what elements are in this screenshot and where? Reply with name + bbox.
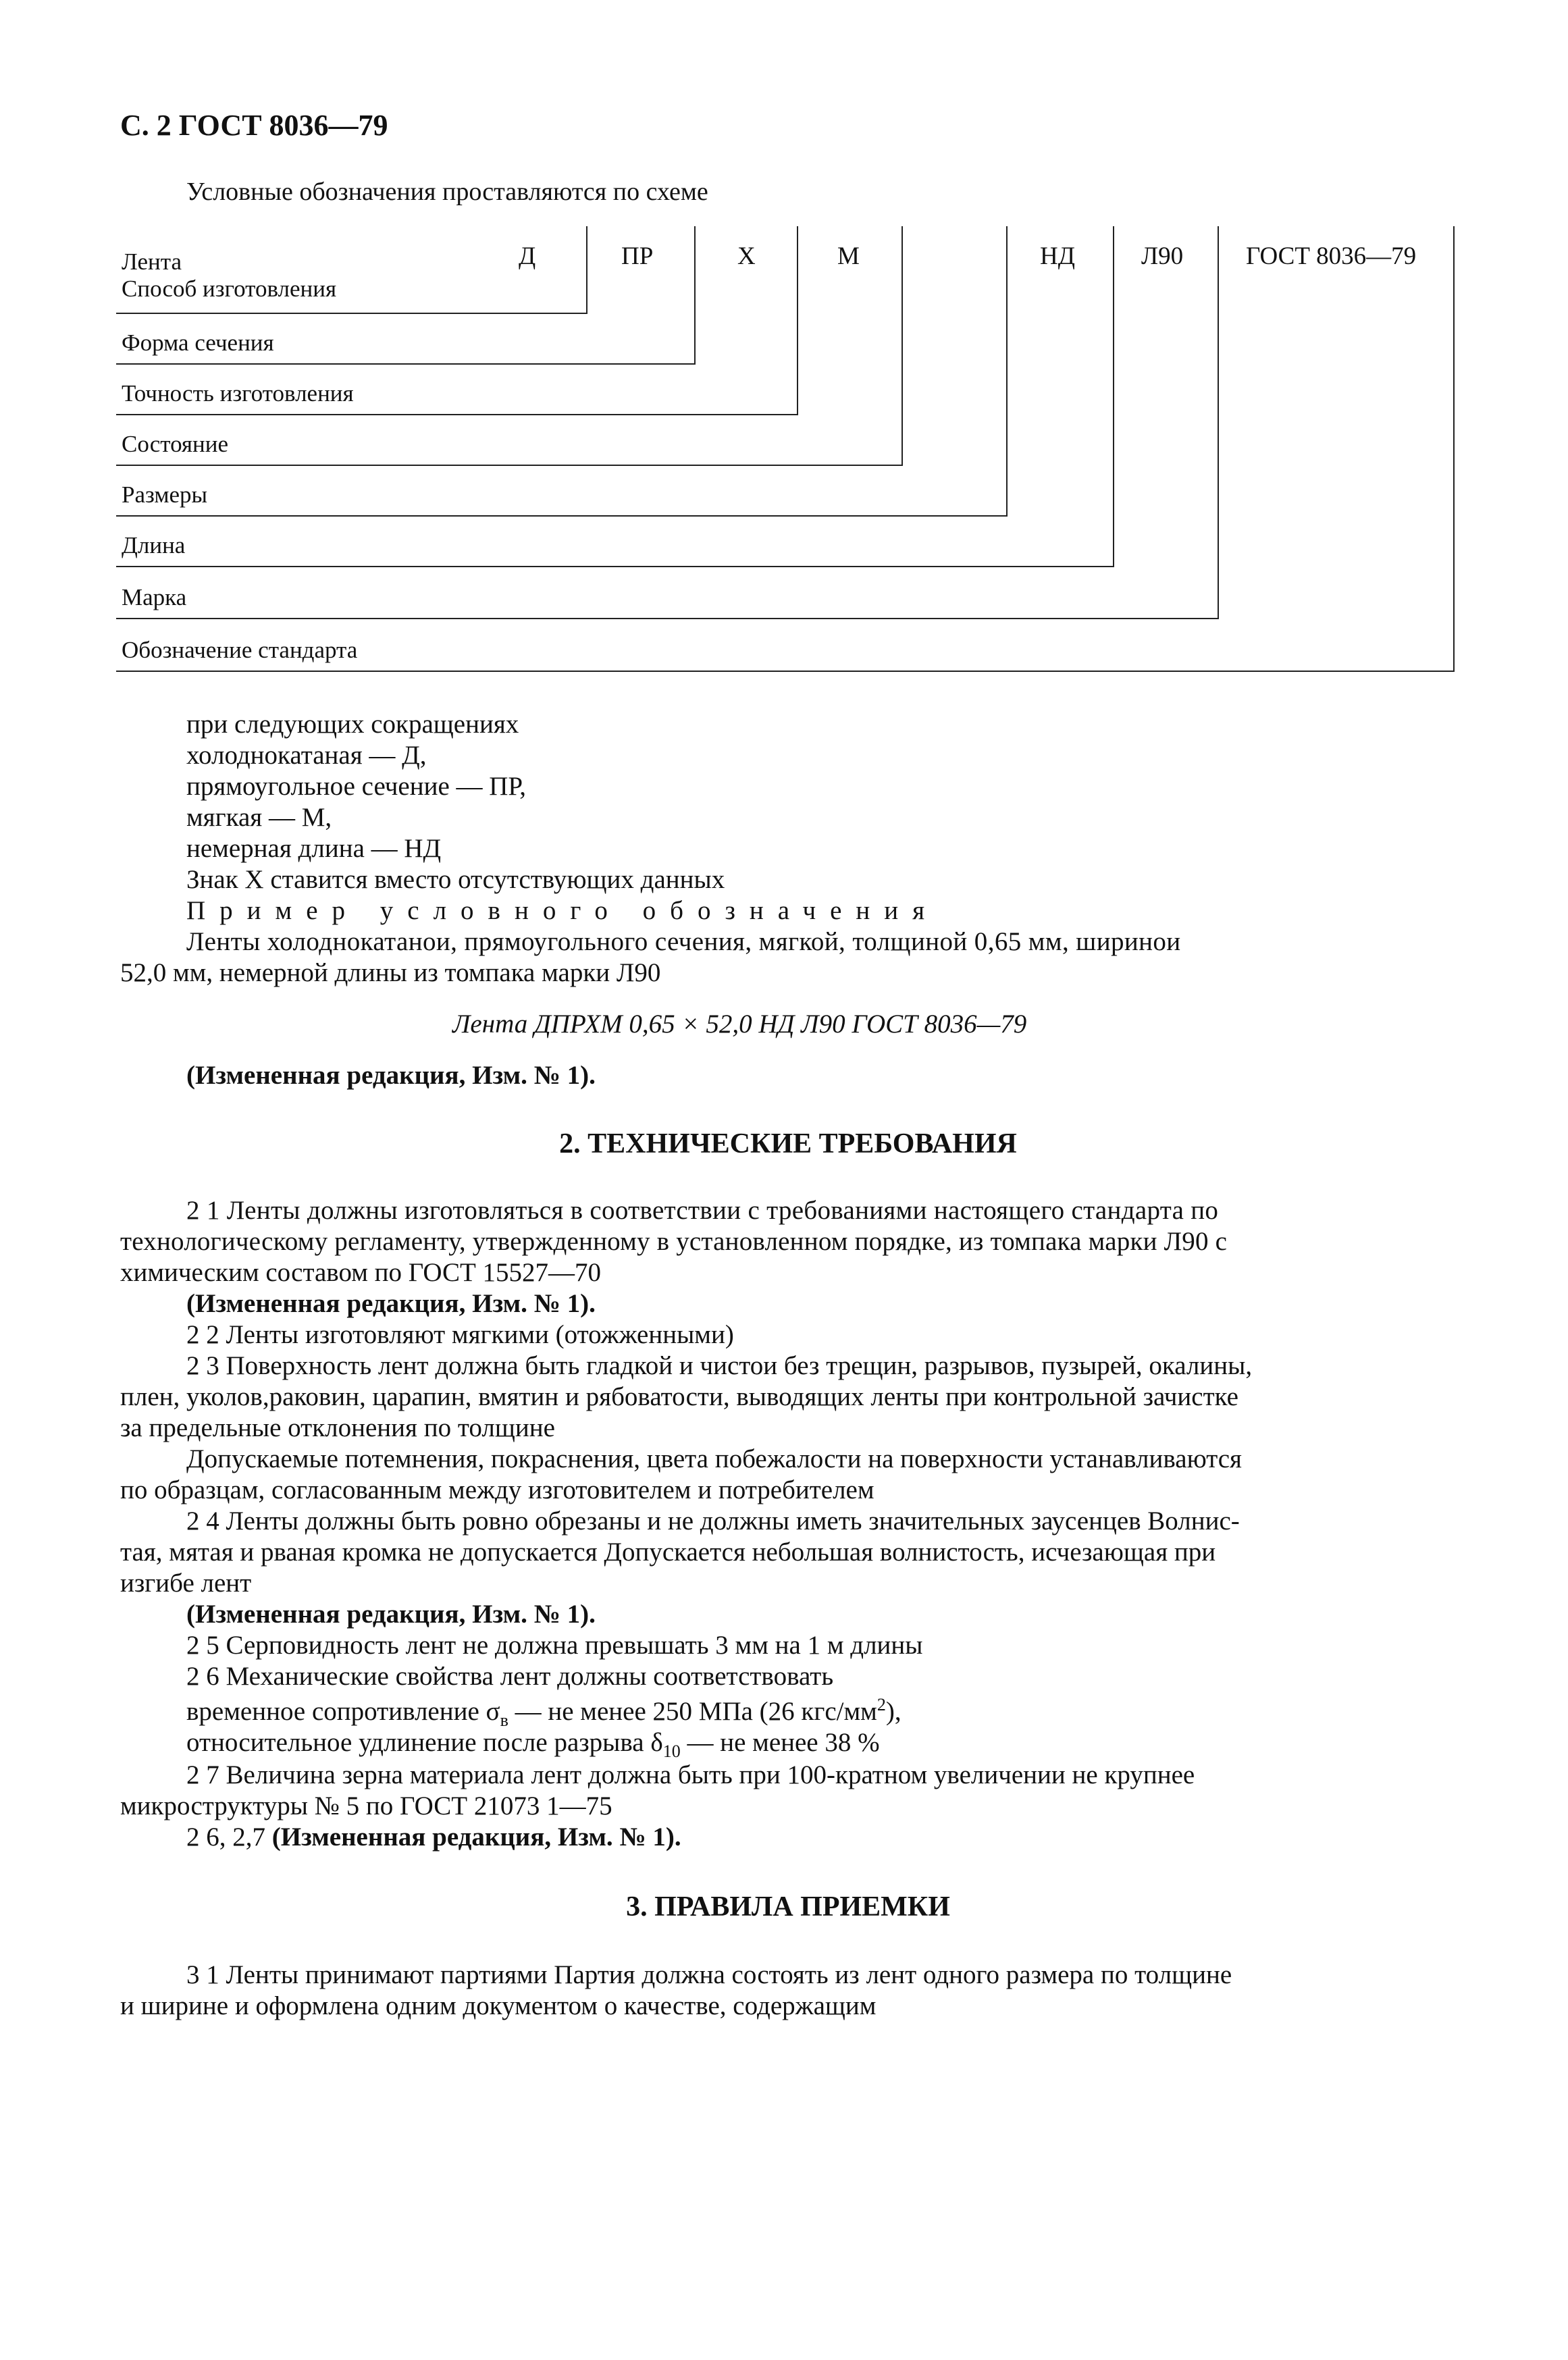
para-2-4: тая, мятая и рваная кромка не допускается Допускается небольшая волнистость, исчезающая при bbox=[120, 1538, 1216, 1567]
scheme-label-standard: Обозначение стандарта bbox=[122, 637, 358, 663]
scheme-code-l90: Л90 bbox=[1141, 242, 1184, 270]
para-3-1: и ширине и оформлена одним документом о качестве, содержащим bbox=[120, 1991, 877, 2020]
abbrev-item: мягкая — М, bbox=[186, 803, 332, 832]
para-2-7: 2 7 Величина зерна материала лент должна быть при 100-кратном увеличении не крупнее bbox=[186, 1760, 1195, 1789]
section-3-title: 3. ПРАВИЛА ПРИЕМКИ bbox=[626, 1891, 950, 1922]
section-2-title: 2. ТЕХНИЧЕСКИЕ ТРЕБОВАНИЯ bbox=[559, 1128, 1017, 1159]
scheme-label-accuracy: Точность изготовления bbox=[122, 380, 354, 407]
example-text-line: Ленты холоднокатанои, прямоугольного сечения, мягкой, толщиной 0,65 мм, ширинои bbox=[186, 927, 1181, 956]
example-text-line: 52,0 мм, немерной длины из томпака марки Л90 bbox=[120, 958, 661, 987]
para-2-6: 2 6 Механические свойства лент должны соответствовать bbox=[186, 1662, 834, 1691]
para-2-6-2-7-note bbox=[186, 1822, 681, 1852]
abbrev-item: прямоугольное сечение — ПР, bbox=[186, 772, 527, 801]
changed-edition-note: (Измененная редакция, Изм. № 1). bbox=[271, 1823, 681, 1852]
elongation-text: относительное удлинение после разрыва δ bbox=[186, 1728, 663, 1757]
para-2-7: микроструктуры № 5 по ГОСТ 21073 1—75 bbox=[120, 1791, 612, 1820]
para-2-3b: по образцам, согласованным между изготовителем и потребителем bbox=[120, 1475, 874, 1504]
abbrev-item: холоднокатаная — Д, bbox=[186, 741, 427, 770]
scheme-label-section: Форма сечения bbox=[122, 330, 274, 356]
para-2-3: плен, уколов,раковин, царапин, вмятин и рябоватости, выводящих ленты при контрольной зачистке bbox=[120, 1382, 1238, 1411]
abbrev-note: Знак Х ставится вместо отсутствующих данных bbox=[186, 865, 725, 894]
scheme-code-nd: НД bbox=[1040, 242, 1075, 270]
scheme-intro: Условные обозначения проставляются по схеме bbox=[186, 178, 708, 206]
scheme-label-lenta: Лента bbox=[122, 248, 182, 275]
para-2-1: 2 1 Ленты должны изготовляться в соответствии с требованиями настоящего стандарта по bbox=[186, 1196, 1219, 1225]
para-2-1: химическим составом по ГОСТ 15527—70 bbox=[120, 1258, 602, 1287]
scheme-code-d: Д bbox=[519, 242, 536, 270]
scheme-label-sizes: Размеры bbox=[122, 481, 208, 508]
example-heading: Пример условного обозначения bbox=[186, 896, 939, 925]
strength-sup: 2 bbox=[877, 1695, 886, 1714]
scheme-label-length: Длина bbox=[122, 532, 186, 558]
changed-edition-note: (Измененная редакция, Изм. № 1). bbox=[186, 1289, 596, 1318]
para-2-3: 2 3 Поверхность лент должна быть гладкой и чистои без трещин, разрывов, пузырей, окалины, bbox=[186, 1351, 1253, 1380]
strength-text: временное сопротивление σ bbox=[186, 1697, 500, 1726]
para-2-6-strength bbox=[186, 1695, 901, 1731]
page-header: С. 2 ГОСТ 8036—79 bbox=[120, 109, 388, 142]
para-2-4: изгибе лент bbox=[120, 1569, 252, 1598]
para-2-2: 2 2 Ленты изготовляют мягкими (отожженными) bbox=[186, 1320, 734, 1349]
para-2-1: технологическому регламенту, утвержденному в установленном порядке, из томпака марки Л90 с bbox=[120, 1227, 1228, 1256]
example-designation: Лента ДПРХМ 0,65 × 52,0 НД Л90 ГОСТ 8036—79 bbox=[452, 1009, 1027, 1039]
para-2-5: 2 5 Серповидность лент не должна превышать 3 мм на 1 м длины bbox=[186, 1631, 923, 1660]
para-3-1: 3 1 Ленты принимают партиями Партия должна состоять из лент одного размера по толщине bbox=[186, 1960, 1232, 1989]
scheme-code-gost: ГОСТ 8036—79 bbox=[1246, 242, 1417, 270]
scheme-code-x: Х bbox=[737, 242, 756, 270]
strength-sub: в bbox=[500, 1710, 508, 1730]
scheme-label-method: Способ изготовления bbox=[122, 276, 337, 302]
strength-text: ), bbox=[885, 1697, 901, 1726]
changed-edition-note: (Измененная редакция, Изм. № 1). bbox=[186, 1600, 596, 1629]
note-prefix: 2 6, 2,7 bbox=[186, 1823, 272, 1852]
scheme-code-pr: ПР bbox=[621, 242, 654, 270]
para-2-4: 2 4 Ленты должны быть ровно обрезаны и не должны иметь значительных заусенцев Волнис- bbox=[186, 1506, 1240, 1536]
para-2-6-elongation bbox=[186, 1727, 880, 1762]
strength-text: — не менее 250 МПа (26 кгс/мм bbox=[508, 1697, 877, 1726]
abbrev-item: немерная длина — НД bbox=[186, 834, 442, 863]
scheme-label-grade: Марка bbox=[122, 584, 187, 610]
scheme-label-state: Состояние bbox=[122, 431, 229, 457]
para-2-3: за предельные отклонения по толщине bbox=[120, 1413, 555, 1442]
elongation-sub: 10 bbox=[662, 1741, 681, 1761]
elongation-text: — не менее 38 % bbox=[680, 1728, 880, 1757]
para-2-3b: Допускаемые потемнения, покраснения, цвета побежалости на поверхности устанавливаются bbox=[186, 1444, 1242, 1473]
scheme-code-m: М bbox=[837, 242, 860, 270]
abbrev-intro: при следующих сокращениях bbox=[186, 710, 519, 739]
changed-edition-note: (Измененная редакция, Изм. № 1). bbox=[186, 1061, 596, 1090]
